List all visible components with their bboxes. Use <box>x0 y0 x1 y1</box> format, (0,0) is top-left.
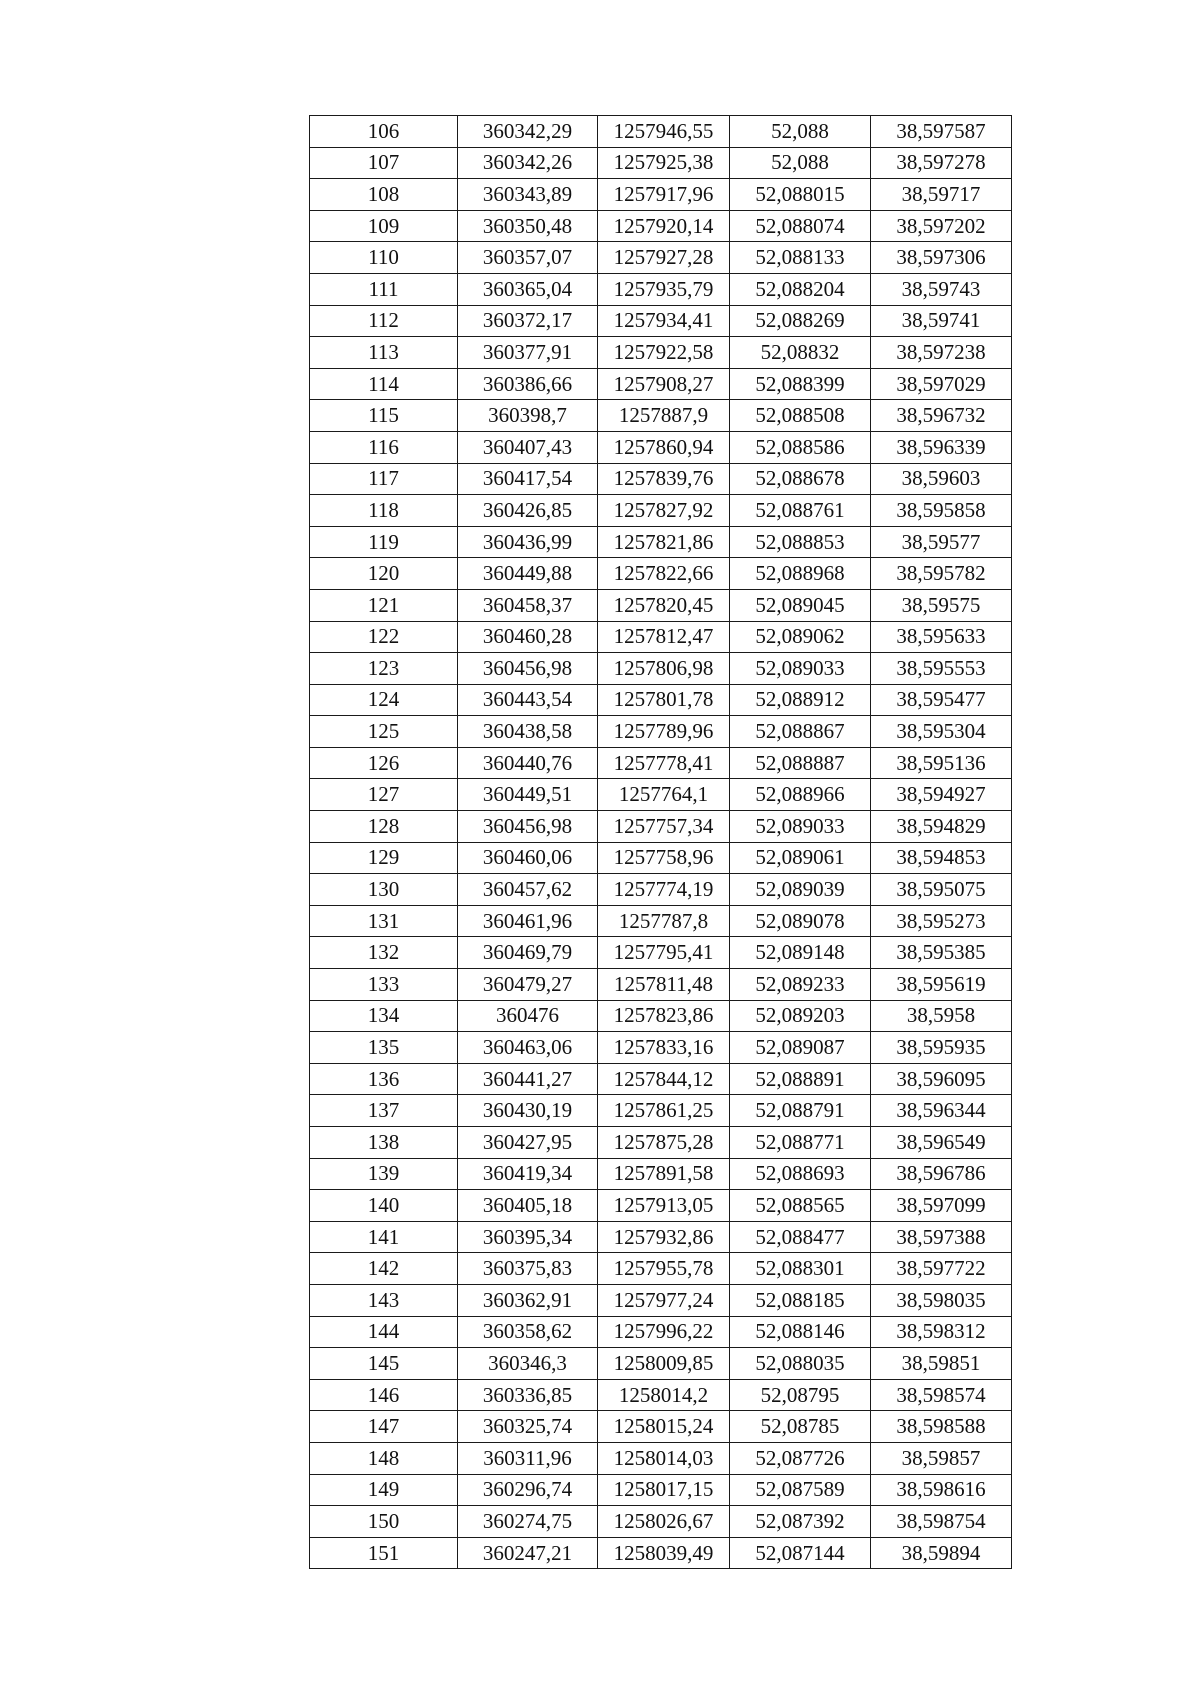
y-coordinate-cell: 1257757,34 <box>598 811 730 843</box>
x-coordinate-cell: 360377,91 <box>458 337 598 369</box>
table-row <box>310 1316 1012 1348</box>
table-row <box>310 147 1012 179</box>
longitude-cell: 38,595633 <box>871 621 1012 653</box>
coordinates-table <box>309 115 1012 1569</box>
longitude-cell: 38,595385 <box>871 937 1012 969</box>
y-coordinate-cell: 1257861,25 <box>598 1095 730 1127</box>
table-row <box>310 589 1012 621</box>
x-coordinate-cell: 360456,98 <box>458 811 598 843</box>
longitude-cell: 38,596732 <box>871 400 1012 432</box>
table-row <box>310 779 1012 811</box>
table-row <box>310 874 1012 906</box>
longitude-cell: 38,598035 <box>871 1284 1012 1316</box>
table-row <box>310 1537 1012 1569</box>
x-coordinate-cell: 360476 <box>458 1000 598 1032</box>
table-row <box>310 747 1012 779</box>
latitude-cell: 52,088693 <box>730 1158 871 1190</box>
y-coordinate-cell: 1257875,28 <box>598 1127 730 1159</box>
x-coordinate-cell: 360365,04 <box>458 273 598 305</box>
longitude-cell: 38,597722 <box>871 1253 1012 1285</box>
latitude-cell: 52,08785 <box>730 1411 871 1443</box>
x-coordinate-cell: 360441,27 <box>458 1063 598 1095</box>
latitude-cell: 52,089078 <box>730 905 871 937</box>
x-coordinate-cell: 360274,75 <box>458 1506 598 1538</box>
x-coordinate-cell: 360357,07 <box>458 242 598 274</box>
y-coordinate-cell: 1257920,14 <box>598 210 730 242</box>
latitude-cell: 52,089148 <box>730 937 871 969</box>
x-coordinate-cell: 360461,96 <box>458 905 598 937</box>
table-row <box>310 716 1012 748</box>
longitude-cell: 38,59857 <box>871 1442 1012 1474</box>
latitude-cell: 52,089045 <box>730 589 871 621</box>
y-coordinate-cell: 1257996,22 <box>598 1316 730 1348</box>
point-number-cell: 111 <box>310 273 458 305</box>
table-row <box>310 1379 1012 1411</box>
point-number-cell: 113 <box>310 337 458 369</box>
x-coordinate-cell: 360343,89 <box>458 179 598 211</box>
point-number-cell: 116 <box>310 431 458 463</box>
longitude-cell: 38,595553 <box>871 653 1012 685</box>
point-number-cell: 146 <box>310 1379 458 1411</box>
latitude-cell: 52,087589 <box>730 1474 871 1506</box>
x-coordinate-cell: 360436,99 <box>458 526 598 558</box>
y-coordinate-cell: 1257934,41 <box>598 305 730 337</box>
point-number-cell: 149 <box>310 1474 458 1506</box>
latitude-cell: 52,088185 <box>730 1284 871 1316</box>
table-row <box>310 242 1012 274</box>
x-coordinate-cell: 360457,62 <box>458 874 598 906</box>
point-number-cell: 124 <box>310 684 458 716</box>
x-coordinate-cell: 360479,27 <box>458 969 598 1001</box>
table-row <box>310 1063 1012 1095</box>
y-coordinate-cell: 1257820,45 <box>598 589 730 621</box>
latitude-cell: 52,087726 <box>730 1442 871 1474</box>
latitude-cell: 52,088508 <box>730 400 871 432</box>
longitude-cell: 38,596344 <box>871 1095 1012 1127</box>
table-row <box>310 1158 1012 1190</box>
longitude-cell: 38,595858 <box>871 495 1012 527</box>
y-coordinate-cell: 1257764,1 <box>598 779 730 811</box>
latitude-cell: 52,088887 <box>730 747 871 779</box>
point-number-cell: 110 <box>310 242 458 274</box>
point-number-cell: 117 <box>310 463 458 495</box>
y-coordinate-cell: 1258017,15 <box>598 1474 730 1506</box>
x-coordinate-cell: 360417,54 <box>458 463 598 495</box>
point-number-cell: 144 <box>310 1316 458 1348</box>
x-coordinate-cell: 360398,7 <box>458 400 598 432</box>
y-coordinate-cell: 1257913,05 <box>598 1190 730 1222</box>
table-row <box>310 1284 1012 1316</box>
point-number-cell: 125 <box>310 716 458 748</box>
table-row <box>310 431 1012 463</box>
table-row <box>310 937 1012 969</box>
y-coordinate-cell: 1257801,78 <box>598 684 730 716</box>
x-coordinate-cell: 360430,19 <box>458 1095 598 1127</box>
x-coordinate-cell: 360342,29 <box>458 116 598 148</box>
point-number-cell: 130 <box>310 874 458 906</box>
table-row <box>310 1411 1012 1443</box>
y-coordinate-cell: 1257955,78 <box>598 1253 730 1285</box>
table-row <box>310 1442 1012 1474</box>
point-number-cell: 140 <box>310 1190 458 1222</box>
latitude-cell: 52,088477 <box>730 1221 871 1253</box>
point-number-cell: 151 <box>310 1537 458 1569</box>
y-coordinate-cell: 1257827,92 <box>598 495 730 527</box>
longitude-cell: 38,598574 <box>871 1379 1012 1411</box>
point-number-cell: 128 <box>310 811 458 843</box>
longitude-cell: 38,597029 <box>871 368 1012 400</box>
latitude-cell: 52,089033 <box>730 811 871 843</box>
y-coordinate-cell: 1257844,12 <box>598 1063 730 1095</box>
longitude-cell: 38,59894 <box>871 1537 1012 1569</box>
point-number-cell: 133 <box>310 969 458 1001</box>
latitude-cell: 52,088586 <box>730 431 871 463</box>
table-row <box>310 1253 1012 1285</box>
y-coordinate-cell: 1258014,2 <box>598 1379 730 1411</box>
table-row <box>310 1095 1012 1127</box>
table-row <box>310 400 1012 432</box>
longitude-cell: 38,598312 <box>871 1316 1012 1348</box>
point-number-cell: 120 <box>310 558 458 590</box>
longitude-cell: 38,596339 <box>871 431 1012 463</box>
x-coordinate-cell: 360247,21 <box>458 1537 598 1569</box>
point-number-cell: 107 <box>310 147 458 179</box>
longitude-cell: 38,595619 <box>871 969 1012 1001</box>
table-row <box>310 1190 1012 1222</box>
longitude-cell: 38,594927 <box>871 779 1012 811</box>
x-coordinate-cell: 360325,74 <box>458 1411 598 1443</box>
latitude-cell: 52,088399 <box>730 368 871 400</box>
x-coordinate-cell: 360311,96 <box>458 1442 598 1474</box>
x-coordinate-cell: 360456,98 <box>458 653 598 685</box>
x-coordinate-cell: 360460,06 <box>458 842 598 874</box>
y-coordinate-cell: 1257925,38 <box>598 147 730 179</box>
x-coordinate-cell: 360419,34 <box>458 1158 598 1190</box>
table-row <box>310 811 1012 843</box>
latitude-cell: 52,089033 <box>730 653 871 685</box>
table-row <box>310 1032 1012 1064</box>
point-number-cell: 106 <box>310 116 458 148</box>
y-coordinate-cell: 1257806,98 <box>598 653 730 685</box>
table-row <box>310 1221 1012 1253</box>
point-number-cell: 114 <box>310 368 458 400</box>
point-number-cell: 134 <box>310 1000 458 1032</box>
latitude-cell: 52,089087 <box>730 1032 871 1064</box>
y-coordinate-cell: 1258026,67 <box>598 1506 730 1538</box>
y-coordinate-cell: 1257823,86 <box>598 1000 730 1032</box>
y-coordinate-cell: 1257758,96 <box>598 842 730 874</box>
y-coordinate-cell: 1258014,03 <box>598 1442 730 1474</box>
y-coordinate-cell: 1257946,55 <box>598 116 730 148</box>
latitude-cell: 52,089233 <box>730 969 871 1001</box>
y-coordinate-cell: 1258039,49 <box>598 1537 730 1569</box>
x-coordinate-cell: 360358,62 <box>458 1316 598 1348</box>
longitude-cell: 38,59577 <box>871 526 1012 558</box>
latitude-cell: 52,088 <box>730 147 871 179</box>
table-row <box>310 273 1012 305</box>
y-coordinate-cell: 1257927,28 <box>598 242 730 274</box>
longitude-cell: 38,59851 <box>871 1348 1012 1380</box>
x-coordinate-cell: 360427,95 <box>458 1127 598 1159</box>
longitude-cell: 38,597587 <box>871 116 1012 148</box>
longitude-cell: 38,59575 <box>871 589 1012 621</box>
table-row <box>310 653 1012 685</box>
latitude-cell: 52,088146 <box>730 1316 871 1348</box>
table-row <box>310 337 1012 369</box>
x-coordinate-cell: 360469,79 <box>458 937 598 969</box>
point-number-cell: 150 <box>310 1506 458 1538</box>
y-coordinate-cell: 1257778,41 <box>598 747 730 779</box>
point-number-cell: 122 <box>310 621 458 653</box>
x-coordinate-cell: 360405,18 <box>458 1190 598 1222</box>
x-coordinate-cell: 360395,34 <box>458 1221 598 1253</box>
table-row <box>310 1474 1012 1506</box>
table-row <box>310 210 1012 242</box>
point-number-cell: 112 <box>310 305 458 337</box>
table-row <box>310 179 1012 211</box>
y-coordinate-cell: 1258009,85 <box>598 1348 730 1380</box>
point-number-cell: 138 <box>310 1127 458 1159</box>
latitude-cell: 52,088912 <box>730 684 871 716</box>
point-number-cell: 132 <box>310 937 458 969</box>
latitude-cell: 52,088 <box>730 116 871 148</box>
point-number-cell: 137 <box>310 1095 458 1127</box>
y-coordinate-cell: 1257935,79 <box>598 273 730 305</box>
table-row <box>310 116 1012 148</box>
longitude-cell: 38,595935 <box>871 1032 1012 1064</box>
longitude-cell: 38,59603 <box>871 463 1012 495</box>
x-coordinate-cell: 360443,54 <box>458 684 598 716</box>
table-row <box>310 463 1012 495</box>
y-coordinate-cell: 1257977,24 <box>598 1284 730 1316</box>
x-coordinate-cell: 360375,83 <box>458 1253 598 1285</box>
latitude-cell: 52,087392 <box>730 1506 871 1538</box>
latitude-cell: 52,088269 <box>730 305 871 337</box>
point-number-cell: 109 <box>310 210 458 242</box>
latitude-cell: 52,088891 <box>730 1063 871 1095</box>
latitude-cell: 52,088133 <box>730 242 871 274</box>
longitude-cell: 38,597278 <box>871 147 1012 179</box>
coordinates-table-body <box>310 116 1012 1569</box>
table-row <box>310 621 1012 653</box>
point-number-cell: 127 <box>310 779 458 811</box>
longitude-cell: 38,598616 <box>871 1474 1012 1506</box>
point-number-cell: 148 <box>310 1442 458 1474</box>
y-coordinate-cell: 1257932,86 <box>598 1221 730 1253</box>
point-number-cell: 145 <box>310 1348 458 1380</box>
latitude-cell: 52,088791 <box>730 1095 871 1127</box>
latitude-cell: 52,088966 <box>730 779 871 811</box>
longitude-cell: 38,59717 <box>871 179 1012 211</box>
point-number-cell: 131 <box>310 905 458 937</box>
y-coordinate-cell: 1257795,41 <box>598 937 730 969</box>
point-number-cell: 139 <box>310 1158 458 1190</box>
table-row <box>310 558 1012 590</box>
x-coordinate-cell: 360463,06 <box>458 1032 598 1064</box>
table-row <box>310 495 1012 527</box>
latitude-cell: 52,088015 <box>730 179 871 211</box>
latitude-cell: 52,087144 <box>730 1537 871 1569</box>
longitude-cell: 38,597099 <box>871 1190 1012 1222</box>
point-number-cell: 118 <box>310 495 458 527</box>
longitude-cell: 38,595075 <box>871 874 1012 906</box>
point-number-cell: 121 <box>310 589 458 621</box>
table-row <box>310 1127 1012 1159</box>
longitude-cell: 38,597388 <box>871 1221 1012 1253</box>
longitude-cell: 38,595782 <box>871 558 1012 590</box>
point-number-cell: 147 <box>310 1411 458 1443</box>
table-row <box>310 305 1012 337</box>
x-coordinate-cell: 360426,85 <box>458 495 598 527</box>
table-row <box>310 969 1012 1001</box>
point-number-cell: 126 <box>310 747 458 779</box>
table-row <box>310 1348 1012 1380</box>
x-coordinate-cell: 360342,26 <box>458 147 598 179</box>
point-number-cell: 135 <box>310 1032 458 1064</box>
x-coordinate-cell: 360296,74 <box>458 1474 598 1506</box>
point-number-cell: 108 <box>310 179 458 211</box>
longitude-cell: 38,595136 <box>871 747 1012 779</box>
x-coordinate-cell: 360438,58 <box>458 716 598 748</box>
longitude-cell: 38,598754 <box>871 1506 1012 1538</box>
longitude-cell: 38,596095 <box>871 1063 1012 1095</box>
y-coordinate-cell: 1257787,8 <box>598 905 730 937</box>
latitude-cell: 52,089061 <box>730 842 871 874</box>
latitude-cell: 52,088301 <box>730 1253 871 1285</box>
y-coordinate-cell: 1257811,48 <box>598 969 730 1001</box>
x-coordinate-cell: 360407,43 <box>458 431 598 463</box>
longitude-cell: 38,597238 <box>871 337 1012 369</box>
latitude-cell: 52,089062 <box>730 621 871 653</box>
y-coordinate-cell: 1257833,16 <box>598 1032 730 1064</box>
longitude-cell: 38,59741 <box>871 305 1012 337</box>
y-coordinate-cell: 1257839,76 <box>598 463 730 495</box>
x-coordinate-cell: 360362,91 <box>458 1284 598 1316</box>
longitude-cell: 38,596549 <box>871 1127 1012 1159</box>
longitude-cell: 38,594853 <box>871 842 1012 874</box>
latitude-cell: 52,088761 <box>730 495 871 527</box>
latitude-cell: 52,088204 <box>730 273 871 305</box>
x-coordinate-cell: 360449,88 <box>458 558 598 590</box>
y-coordinate-cell: 1257812,47 <box>598 621 730 653</box>
y-coordinate-cell: 1257917,96 <box>598 179 730 211</box>
latitude-cell: 52,088678 <box>730 463 871 495</box>
longitude-cell: 38,597202 <box>871 210 1012 242</box>
latitude-cell: 52,089203 <box>730 1000 871 1032</box>
longitude-cell: 38,595477 <box>871 684 1012 716</box>
latitude-cell: 52,088771 <box>730 1127 871 1159</box>
x-coordinate-cell: 360440,76 <box>458 747 598 779</box>
table-row <box>310 905 1012 937</box>
latitude-cell: 52,088867 <box>730 716 871 748</box>
longitude-cell: 38,596786 <box>871 1158 1012 1190</box>
y-coordinate-cell: 1257774,19 <box>598 874 730 906</box>
latitude-cell: 52,088853 <box>730 526 871 558</box>
x-coordinate-cell: 360372,17 <box>458 305 598 337</box>
x-coordinate-cell: 360336,85 <box>458 1379 598 1411</box>
table-row <box>310 368 1012 400</box>
y-coordinate-cell: 1258015,24 <box>598 1411 730 1443</box>
table-row <box>310 1000 1012 1032</box>
longitude-cell: 38,595304 <box>871 716 1012 748</box>
latitude-cell: 52,088074 <box>730 210 871 242</box>
latitude-cell: 52,088035 <box>730 1348 871 1380</box>
point-number-cell: 129 <box>310 842 458 874</box>
y-coordinate-cell: 1257822,66 <box>598 558 730 590</box>
y-coordinate-cell: 1257891,58 <box>598 1158 730 1190</box>
x-coordinate-cell: 360350,48 <box>458 210 598 242</box>
x-coordinate-cell: 360346,3 <box>458 1348 598 1380</box>
longitude-cell: 38,5958 <box>871 1000 1012 1032</box>
table-row <box>310 1506 1012 1538</box>
latitude-cell: 52,089039 <box>730 874 871 906</box>
x-coordinate-cell: 360449,51 <box>458 779 598 811</box>
latitude-cell: 52,088968 <box>730 558 871 590</box>
point-number-cell: 142 <box>310 1253 458 1285</box>
x-coordinate-cell: 360458,37 <box>458 589 598 621</box>
latitude-cell: 52,08795 <box>730 1379 871 1411</box>
y-coordinate-cell: 1257821,86 <box>598 526 730 558</box>
point-number-cell: 115 <box>310 400 458 432</box>
point-number-cell: 141 <box>310 1221 458 1253</box>
table-row <box>310 684 1012 716</box>
y-coordinate-cell: 1257908,27 <box>598 368 730 400</box>
point-number-cell: 143 <box>310 1284 458 1316</box>
longitude-cell: 38,594829 <box>871 811 1012 843</box>
y-coordinate-cell: 1257789,96 <box>598 716 730 748</box>
table-row <box>310 526 1012 558</box>
y-coordinate-cell: 1257887,9 <box>598 400 730 432</box>
y-coordinate-cell: 1257922,58 <box>598 337 730 369</box>
x-coordinate-cell: 360386,66 <box>458 368 598 400</box>
x-coordinate-cell: 360460,28 <box>458 621 598 653</box>
latitude-cell: 52,08832 <box>730 337 871 369</box>
longitude-cell: 38,595273 <box>871 905 1012 937</box>
longitude-cell: 38,59743 <box>871 273 1012 305</box>
table-row <box>310 842 1012 874</box>
longitude-cell: 38,597306 <box>871 242 1012 274</box>
point-number-cell: 123 <box>310 653 458 685</box>
latitude-cell: 52,088565 <box>730 1190 871 1222</box>
y-coordinate-cell: 1257860,94 <box>598 431 730 463</box>
longitude-cell: 38,598588 <box>871 1411 1012 1443</box>
point-number-cell: 136 <box>310 1063 458 1095</box>
point-number-cell: 119 <box>310 526 458 558</box>
